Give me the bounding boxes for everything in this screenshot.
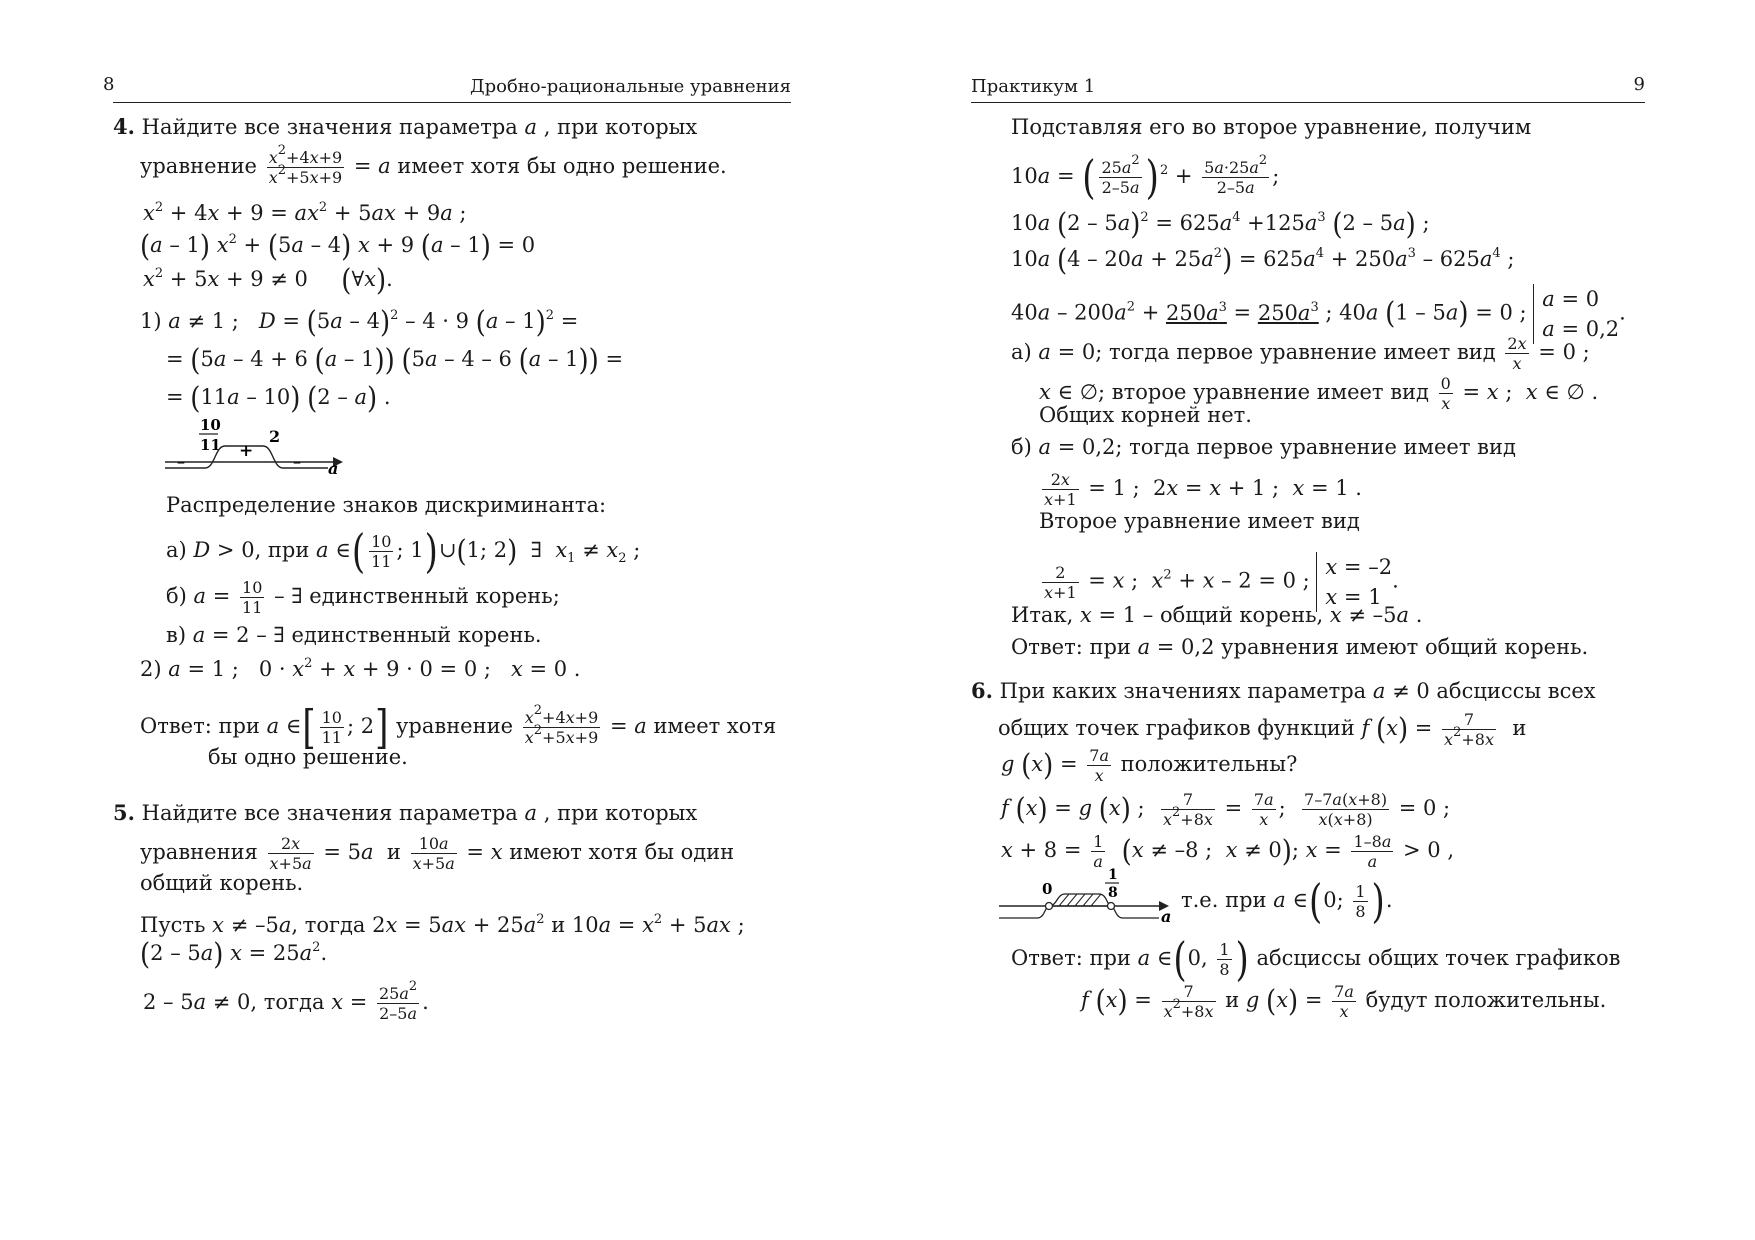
problem-6-text-d: положительны?	[1120, 752, 1298, 776]
itak-line: Итак, x = 1 – общий корень, x ≠ –5a .	[1011, 603, 1423, 627]
sign-diagram-discriminant	[163, 412, 353, 480]
eq-line: $\frac{2x}{x+1}$ = 1 ; 2x = x + 1 ; x = 1 .	[1044, 470, 1362, 509]
eq-line: $40a - 200a^2 + 250a^3 = 250a^3$ ; 40a (1 – 5a) = 0 ; a = 0 a = 0,2 .	[1011, 284, 1626, 344]
answer-label: Ответ: при	[140, 714, 260, 738]
problem-4-text-b: , при которых	[543, 115, 698, 139]
case-a-label: а)	[1011, 340, 1032, 364]
case-a-line3: Общих корней нет.	[1039, 403, 1252, 427]
case-b-line: б) a = $\frac{10}{11}$ – ∃ единственный корень;	[166, 578, 560, 617]
left-page	[103, 0, 791, 1240]
diagram-axis-label: a	[1161, 907, 1172, 926]
case-b-line: б) a = 0,2; тогда первое уравнение имеет вид	[1011, 435, 1516, 459]
te-line: т.е. при a ∈(0; $\frac{1}{8}$ ).	[1181, 874, 1393, 929]
diagram-tick-10: 10	[200, 416, 221, 434]
right-running-header	[971, 72, 1645, 103]
and-word: и	[551, 913, 566, 937]
roots-system: a = 0 a = 0,2	[1533, 284, 1619, 344]
eq-line: $x^2 + 4x + 9 = ax^2 + 5ax + 9a$ ;	[143, 200, 467, 225]
problem-4-prompt-line2: уравнение $\frac{x^2+4x+9}{x^2+5x+9}$ = a имеет хотя бы одно решение.	[140, 143, 727, 187]
eq-line: 10a = ( $\frac{25a^2}{2-5a}$ )$^2$ + $\frac{5a\cdot 25a^2}{2-5a}$ ;	[1011, 150, 1280, 205]
problem-4-text: Найдите все значения параметра	[141, 115, 518, 139]
case-a-label: а)	[166, 538, 187, 562]
let-word: Пусть	[140, 913, 206, 937]
diagram-tick-0: 0	[1042, 880, 1053, 898]
left-page-number: 8	[103, 74, 115, 95]
problem-6-text: При каких значениях параметра	[999, 679, 1367, 703]
diagram-sign-minus: –	[293, 452, 301, 471]
eq-line: f (x) = g (x) ; $\frac{7}{x^2+8x}$ = $\frac{7a}{x}$ ; $\frac{7-7a(x+8)}{x(x+8)}$ = 0 ;	[1001, 790, 1451, 829]
step-2-label: 2)	[140, 657, 162, 681]
eq-line: (2 – 5a) $x = 25a^2$.	[140, 937, 328, 972]
sign-diagram-problem-6	[999, 864, 1179, 928]
case-v-line: в) a = 2 – ∃ единственный корень.	[166, 623, 542, 647]
itak-word: Итак,	[1011, 603, 1074, 627]
diagram-tick-8: 8	[1108, 885, 1118, 901]
problem-6-number: 6.	[971, 678, 993, 703]
eq-line: x + 8 = $\frac{1}{a}$ (x ≠ –8 ; x ≠ 0); x = $\frac{1-8a}{a}$ > 0 ,	[1001, 832, 1455, 871]
diagram-axis-label: a	[328, 459, 339, 478]
problem-5-number: 5.	[113, 800, 135, 825]
eq-line: = (5a – 4 + 6 (a – 1)) (5a – 4 – 6 (a – 1)) =	[166, 343, 624, 378]
left-running-header	[103, 72, 791, 103]
answer-mid: абсциссы общих точек графиков	[1256, 946, 1621, 970]
problem-5-text-b: , при которых	[543, 801, 698, 825]
eq-line: 10a $(4 - 20a + 25a^2) = 625a^4 + 250a^3 - 625a^4$ ;	[1011, 243, 1515, 278]
case-v-label: в)	[166, 623, 187, 647]
answer-label: Ответ: при	[1011, 946, 1131, 970]
problem-4-fraction: $\frac{x^2+4x+9}{x^2+5x+9}$	[268, 143, 343, 187]
case-b-line3: Второе уравнение имеет вид	[1039, 509, 1360, 533]
diagram-tick-2: 2	[269, 427, 281, 446]
case-a-text: ; тогда первое уравнение имеет вид	[1095, 340, 1496, 364]
case-a-line2: x ∈ ∅; второе уравнение имеет вид $\frac{0}{x}$ = x ; x ∈ ∅ .	[1039, 374, 1599, 413]
substitution-intro: Подставляя его во второе уравнение, получим	[1011, 115, 1532, 139]
problem-4-number: 4.	[113, 114, 135, 139]
diagram-sign-minus: –	[177, 452, 185, 471]
case-b-text: ; тогда первое уравнение имеет вид	[1115, 435, 1516, 459]
problem-5-equations-label: уравнения	[140, 840, 258, 864]
right-running-title: Практикум 1	[971, 76, 1096, 97]
and-word: и	[1225, 988, 1240, 1012]
then-word: , тогда	[291, 913, 366, 937]
case-b-label: б)	[1011, 435, 1032, 459]
case-a-line: а) D > 0, при a ∈( $\frac{10}{11}$ ; 1)∪(1; 2) ∃ $x_1 \ne x_2$ ;	[166, 524, 641, 579]
answer-label: Ответ: при	[1011, 635, 1131, 659]
eq-line: = (11a – 10) (2 – a) .	[166, 381, 391, 416]
problem-6-prompt-line3: g (x) = $\frac{7a}{x}$ положительны?	[1001, 746, 1298, 785]
eq-line: 10a $(2 - 5a)^2 = 625a^4 +125a^3$ (2 – 5a) ;	[1011, 207, 1430, 242]
case-a-text: , при	[254, 538, 310, 562]
right-page-number: 9	[1633, 74, 1645, 95]
problem-5-text: Найдите все значения параметра	[141, 801, 518, 825]
problem-5-prompt-line3: общий корень.	[140, 871, 304, 895]
answer-end: будут положительны.	[1365, 988, 1607, 1012]
problem-5-prompt-line1: 5. Найдите все значения параметра a , при которых	[113, 800, 698, 825]
diagram-tick-1: 1	[1108, 867, 1118, 883]
problem-4-answer-line2: бы одно решение.	[208, 745, 408, 769]
roots-system-x: x = –2 x = 1	[1316, 552, 1392, 612]
case-v-text: – ∃ единственный корень.	[256, 623, 542, 647]
right-page	[971, 0, 1645, 1240]
eq-line: (a – 1) $x^2 + (5a - 4) x + 9$ (a – 1) = 0	[140, 229, 536, 264]
step-2-line: 2) a = 1 ; $0 \cdot x^2 + x + 9 \cdot 0 = 0$ ; x = 0 .	[140, 656, 581, 681]
then-word: , тогда	[250, 990, 325, 1014]
and-word: и	[1512, 716, 1527, 740]
problem-4-equation-tail: имеет хотя бы одно решение.	[397, 154, 727, 178]
left-running-title: Дробно-рациональные уравнения	[469, 76, 791, 97]
case-b-text: – ∃ единственный корень;	[274, 584, 560, 608]
let-line: Пусть x ≠ –5a, тогда $2x = 5ax + 25a^2$ и $10a = x^2 + 5ax$ ;	[140, 912, 745, 937]
diagram-sign-plus: +	[239, 441, 254, 461]
eq-line: $\frac{2}{x+1}$ = x ; $x^2 + x - 2 = 0$ ; x = –2 x = 1 .	[1039, 552, 1399, 612]
problem-5-text-c: имеют хотя бы один	[509, 840, 735, 864]
problem-6-text-b: абсциссы всех	[1436, 679, 1596, 703]
problem-6-prompt-line1: 6. При каких значениях параметра a ≠ 0 абсциссы всех	[971, 678, 1596, 703]
eq-line: $x^2 + 5x + 9 \ne 0$ (∀x).	[143, 263, 393, 298]
te-word: т.е. при	[1181, 888, 1267, 912]
problem-4-equation-label: уравнение	[140, 154, 257, 178]
case-b-label: б)	[166, 584, 187, 608]
problem-6-text-c: общих точек графиков функций	[998, 716, 1355, 740]
step-1-line: 1) a ≠ 1 ; D = (5a – 4)$^2$ – 4 · 9 (a – 1)$^2$ =	[140, 305, 579, 340]
case-a-text-2: ; второе уравнение имеет вид	[1098, 380, 1429, 404]
itak-mid: – общий корень,	[1142, 603, 1324, 627]
sign-intro: Распределение знаков дискриминанта:	[166, 493, 607, 517]
problem-6-prompt-line2: общих точек графиков функций f (x) = $\frac{7}{x^2+8x}$ и	[998, 710, 1527, 749]
answer-mid: уравнение	[396, 714, 514, 738]
step-1-label: 1)	[140, 309, 162, 333]
answer-end: уравнения имеют общий корень.	[1221, 635, 1589, 659]
problem-5-prompt-line2: уравнения $\frac{2x}{x+5a}$ = 5a и $\frac{10a}{x+5a}$ = x имеют хотя бы один	[140, 834, 735, 873]
problem-5-answer: Ответ: при a = 0,2 уравнения имеют общий корень.	[1011, 635, 1589, 659]
answer-end: имеет хотя	[653, 714, 777, 738]
problem-4-answer: Ответ: при a ∈[ $\frac{10}{11}$ ; 2] уравнение $\frac{x^2+4x+9}{x^2+5x+9}$ = a имеет хотя	[140, 700, 777, 755]
case-a-line: а) a = 0; тогда первое уравнение имеет вид $\frac{2x}{x}$ = 0 ;	[1011, 334, 1590, 373]
problem-4-prompt-line1: 4. Найдите все значения параметра a , при которых	[113, 114, 698, 139]
problem-6-answer-line2: f (x) = $\frac{7}{x^2+8x}$ и g (x) = $\frac{7a}{x}$ будут положительны.	[1081, 982, 1607, 1021]
condition-line: 2 – 5a ≠ 0, тогда x = $\frac{25a^2}{2-5a}$ .	[143, 979, 429, 1023]
diagram-tick-11: 11	[200, 436, 221, 454]
and-word: и	[386, 840, 401, 864]
problem-6-answer: Ответ: при a ∈(0, $\frac{1}{8}$ ) абсциссы общих точек графиков	[1011, 932, 1621, 987]
